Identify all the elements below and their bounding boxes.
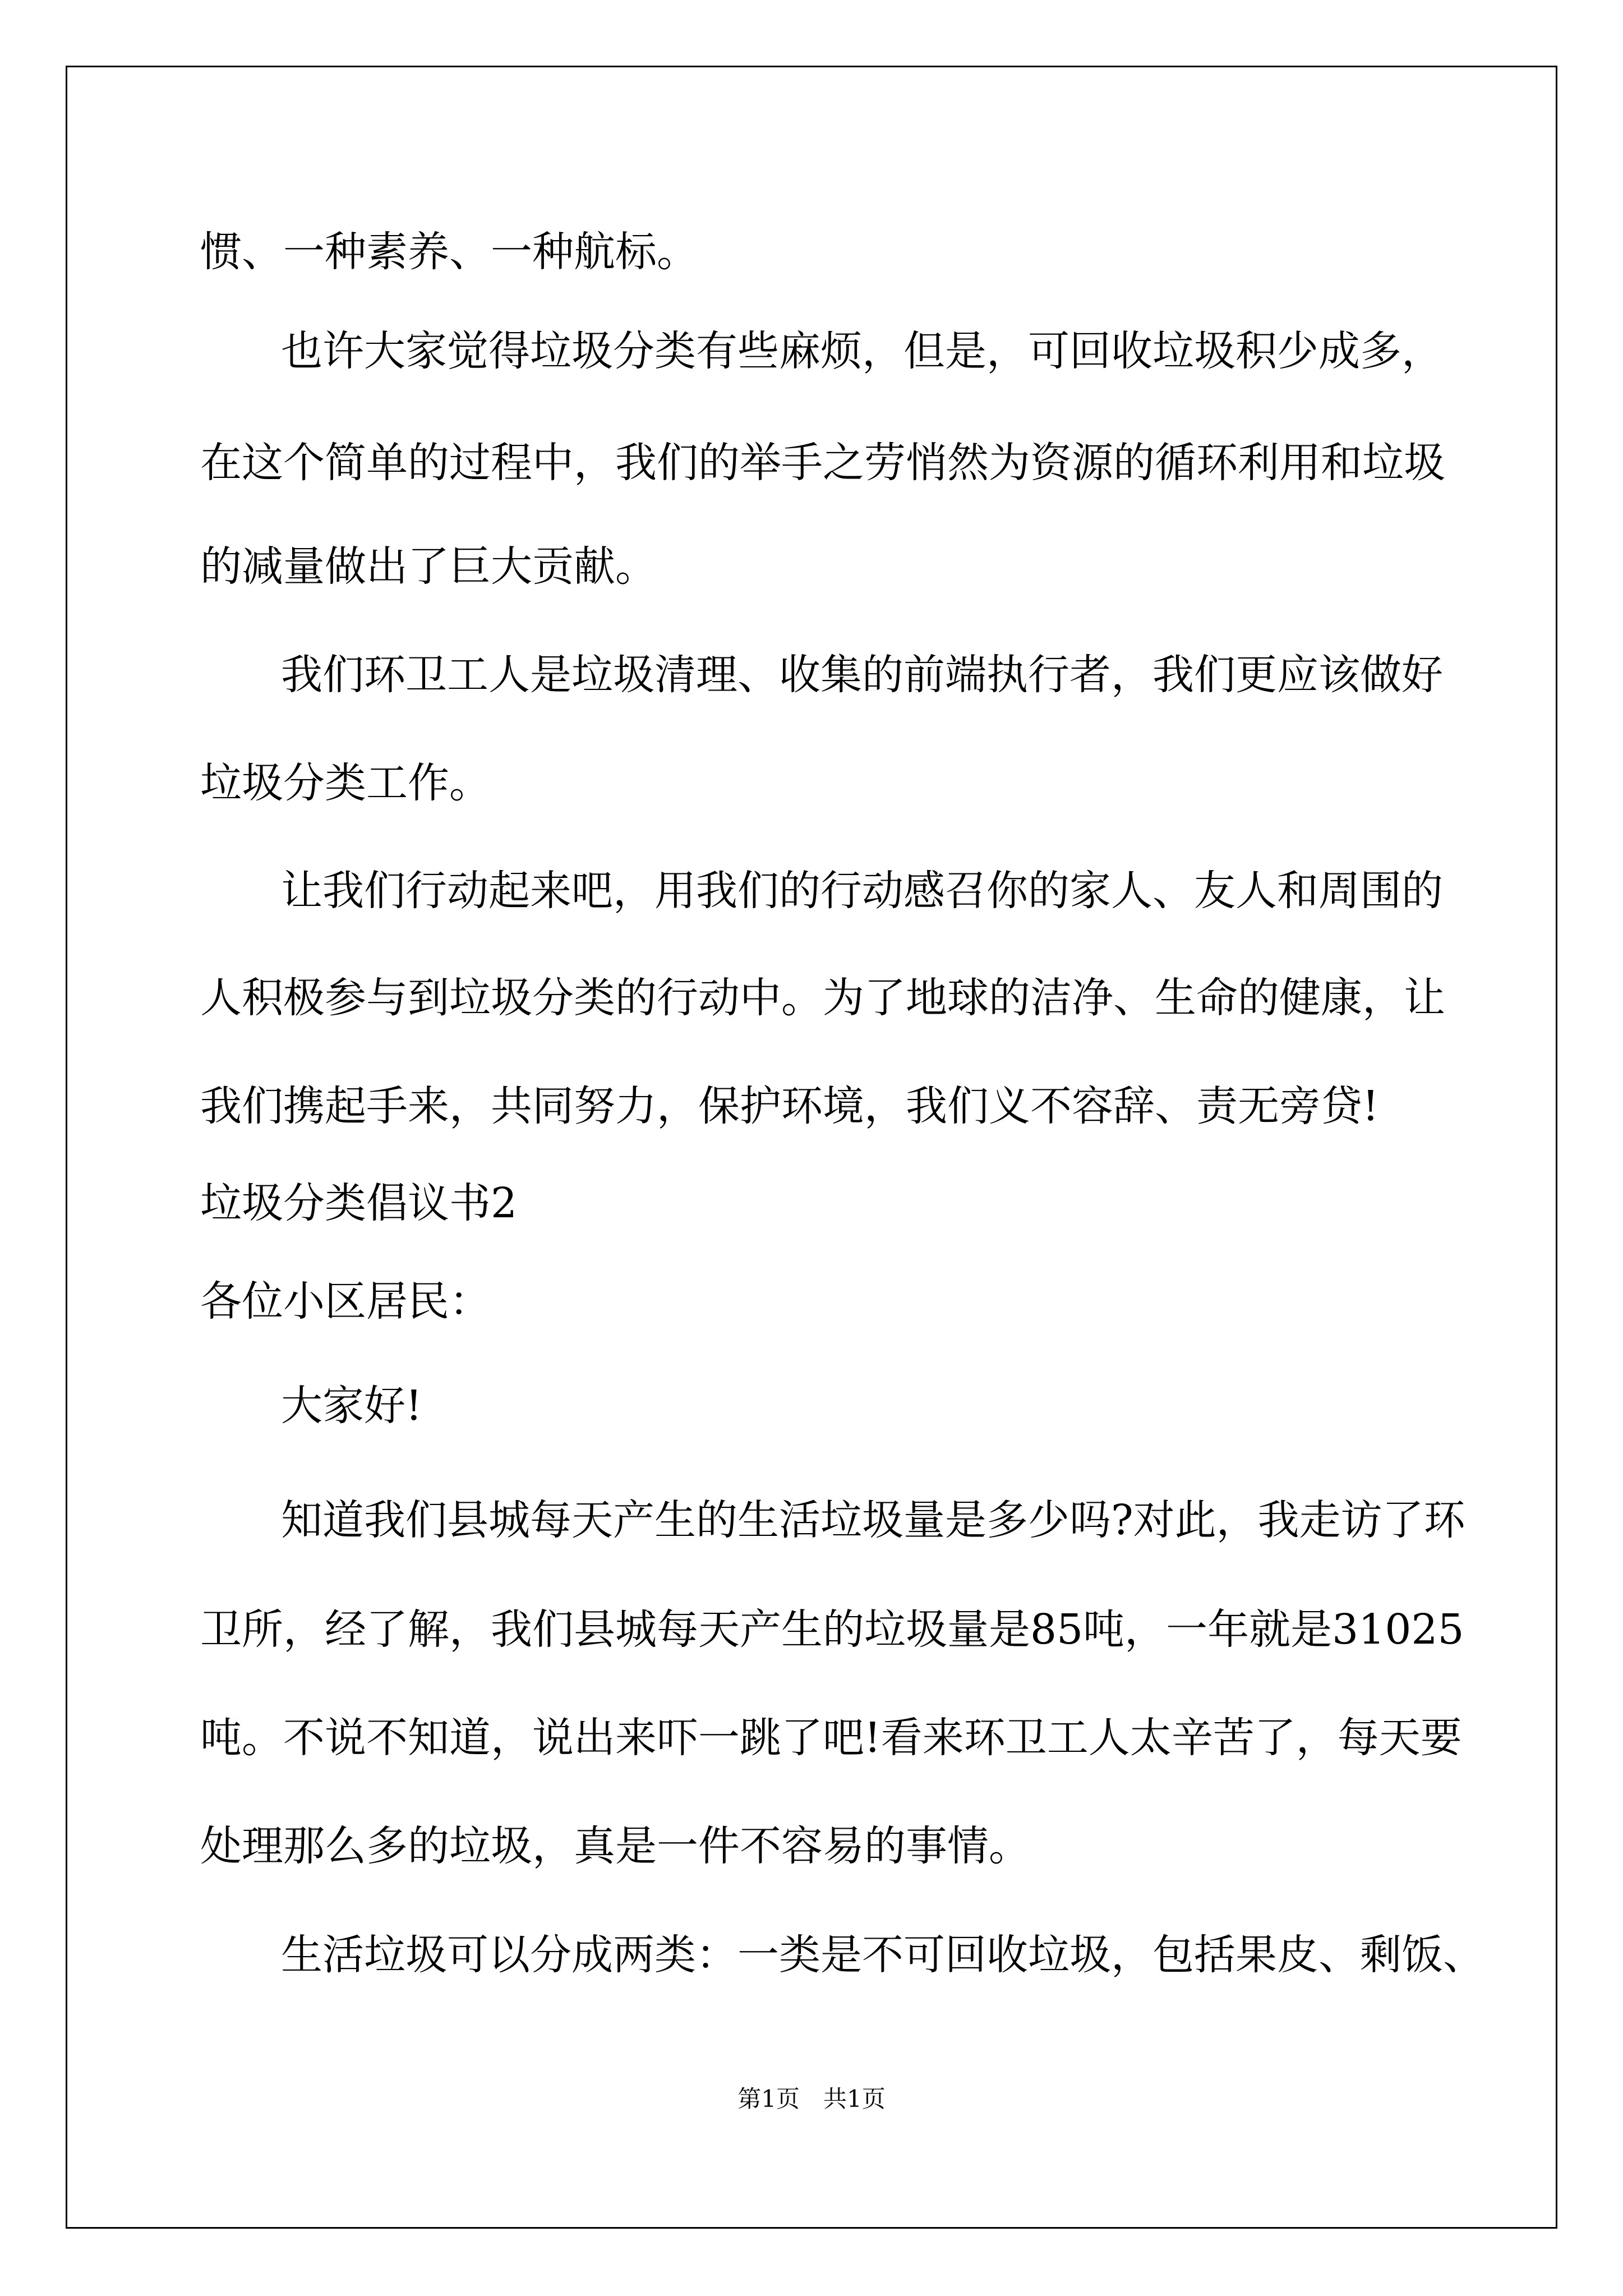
salutation: 各位小区居民： (200, 1277, 491, 1326)
body-line: 吨。不说不知道，说出来吓一跳了吧!看来环卫工人太辛苦了，每天要 (200, 1714, 1462, 1762)
greeting: 大家好! (281, 1382, 422, 1430)
body-line: 惯、一种素养、一种航标。 (200, 228, 698, 276)
page-number-footer: 第1页 共1页 (737, 2085, 886, 2113)
body-line: 知道我们县城每天产生的生活垃圾量是多少吗?对此，我走访了环 (281, 1496, 1465, 1544)
body-line: 垃圾分类工作。 (200, 759, 491, 807)
body-line: 人积极参与到垃圾分类的行动中。为了地球的洁净、生命的健康，让 (200, 974, 1445, 1022)
body-line: 生活垃圾可以分成两类：一类是不可回收垃圾，包括果皮、剩饭、 (281, 1931, 1484, 1979)
body-line: 也许大家觉得垃圾分类有些麻烦，但是，可回收垃圾积少成多， (281, 327, 1443, 375)
body-line: 我们环卫工人是垃圾清理、收集的前端执行者，我们更应该做好 (281, 651, 1443, 699)
section-heading: 垃圾分类倡议书2 (200, 1179, 518, 1227)
body-line: 的减量做出了巨大贡献。 (200, 542, 657, 591)
body-line: 在这个简单的过程中，我们的举手之劳悄然为资源的循环利用和垃圾 (200, 439, 1445, 487)
body-line: 卫所，经了解，我们县城每天产生的垃圾量是85吨，一年就是31025 (200, 1605, 1464, 1654)
body-line: 处理那么多的垃圾，真是一件不容易的事情。 (200, 1822, 1030, 1870)
page-border (66, 66, 1557, 2229)
body-line: 我们携起手来，共同努力，保护环境，我们义不容辞、责无旁贷! (200, 1082, 1379, 1130)
body-line: 让我们行动起来吧，用我们的行动感召你的家人、友人和周围的 (281, 867, 1443, 915)
